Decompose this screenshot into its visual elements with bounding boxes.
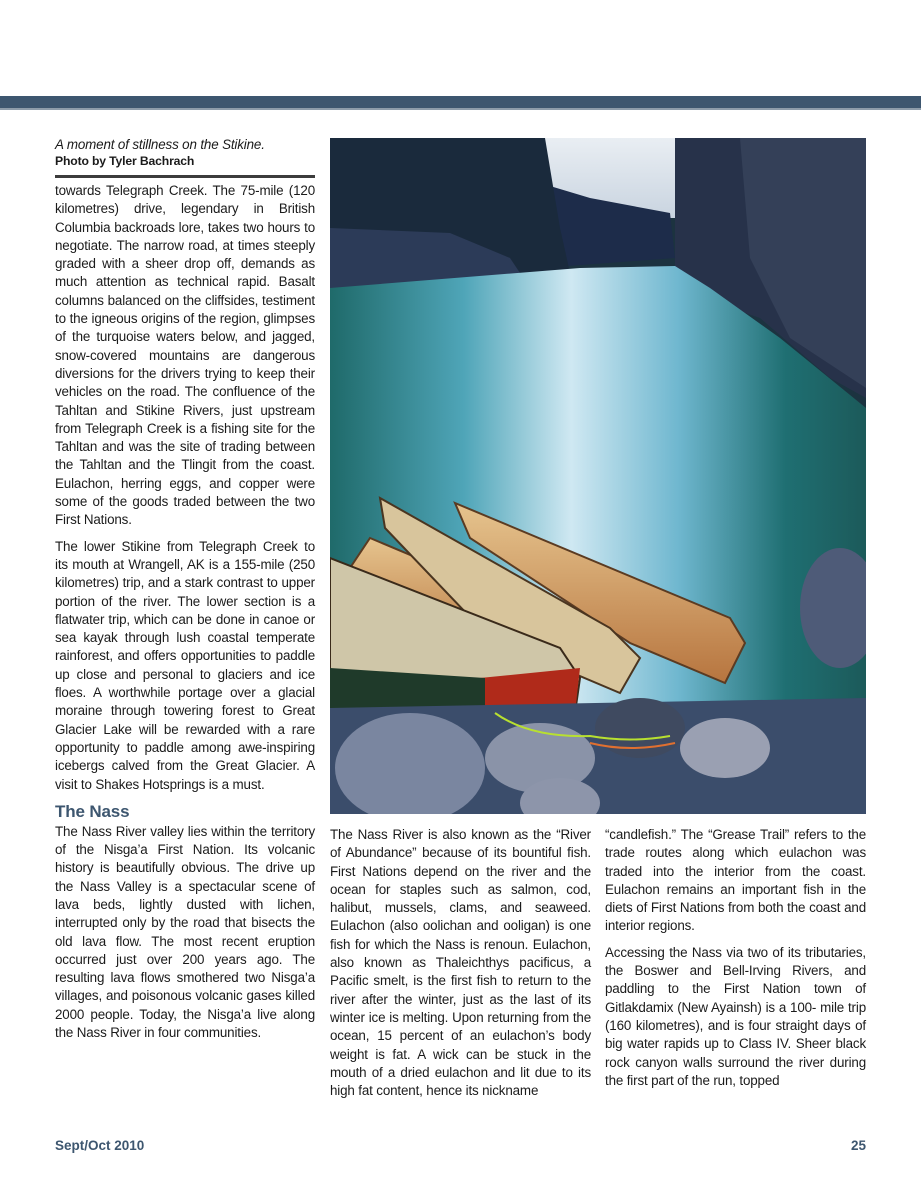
issue-date: Sept/Oct 2010 xyxy=(55,1138,145,1153)
photo-illustration xyxy=(330,138,866,814)
river-canoes-photo xyxy=(330,138,866,814)
body-paragraph: The lower Stikine from Telegraph Creek to its mouth at Wrangell, AK is a 155-mile (250 kilometres) trip, and a stark contrast to upper portion of the river. The lower section is a flatwater trip, which can be done in canoe or sea kayak through lush coastal temperate rainforest, and offers opportunities to paddle up close and personal to glaciers and ice floes. A worthwhile portage over a glacial moraine through towering forest to Great Glacier Lake will be rewarded with a rare opportunity to paddle among awe-inspiring icebergs calved from the Great Glacier. A visit to Shakes Hotsprings is a must. xyxy=(55,538,315,792)
boulder xyxy=(680,718,770,778)
body-paragraph: The Nass River valley lies within the territory of the Nisga’a First Nation. Its volcanic history is beautifully obvious. The drive up the Nass Valley is a spectacular scene of lava beds, lightly dusted with lichen, interrupted only by the road that bisects the old lava flow. The most recent eruption occurred just over 200 years ago. The resulting lava flows smothered two Nisga’a villages, and poisonous volcanic gases killed 2000 people. Today, the Nisga’a live along the Nass River in four communities. xyxy=(55,823,315,1041)
right-column xyxy=(605,826,866,1098)
photo-credit: Photo by Tyler Bachrach xyxy=(55,154,195,168)
photo-caption: A moment of stillness on the Stikine. xyxy=(55,137,265,152)
section-heading: The Nass xyxy=(55,801,130,821)
body-paragraph: “candlefish.” The “Grease Trail” refers to the trade routes along which eulachon was traded into the interior from the coast. Eulachon remains an important fish in the diets of First Nations from both the coast and interior regions. xyxy=(605,827,866,934)
header-band xyxy=(0,96,921,110)
caption-divider xyxy=(55,175,315,178)
middle-column xyxy=(330,826,591,1108)
body-paragraph: towards Telegraph Creek. The 75-mile (120 kilometres) drive, legendary in British Columbia backroads lore, takes two hours to negotiate. The narrow road, at times steeply graded with a sheer drop off, demands as much attention as technical rapid. Basalt columns balanced on the cliffsides, testiment to the igneous origins of the region, glimpses of the turquoise waters below, and jagged, snow-covered mountains are dangerous diversions for the drivers trying to keep their vehicles on the road. The confluence of the Tahltan and Stikine Rivers, just upstream from Telegraph Creek is a fishing site for the Tahltan and was the site of trading between the Tahltan and the Tlingit from the coast. Eulachon, herring eggs, and copper were some of the goods traded between the two First Nations. xyxy=(55,183,315,528)
body-paragraph: The Nass River is also known as the “River of Abundance” because of its bountiful fish. First Nations depend on the river and the ocean for staples such as salmon, cod, halibut, mussels, clams, and seaweed. Eulachon (also oolichan and ooligan) is one fish for which the Nass is renoun. Eulachon, also known as Thaleichthys pacificus, a Pacific smelt, is the first fish to return to the river after the winter, just as the last of its winter ice is melting. Upon returning from the ocean, 15 percent of an eulachon’s body weight is fat. A wick can be stuck in the mouth of a dried eulachon and lit due to its high fat content, hence its nickname xyxy=(330,827,591,1099)
body-paragraph: Accessing the Nass via two of its tributaries, the Boswer and Bell-Irving Rivers, and paddling to the First Nation town of Gitlakdamix (New Ayainsh) is a 100- mile trip (160 kilometres), and is four straight days of big water rapids up to Class IV. Sheer black rock canyon walls surround the river during the first part of the run, topped xyxy=(605,944,866,1088)
left-column xyxy=(55,137,315,1050)
boulder xyxy=(595,698,685,758)
page-number: 25 xyxy=(851,1138,867,1153)
